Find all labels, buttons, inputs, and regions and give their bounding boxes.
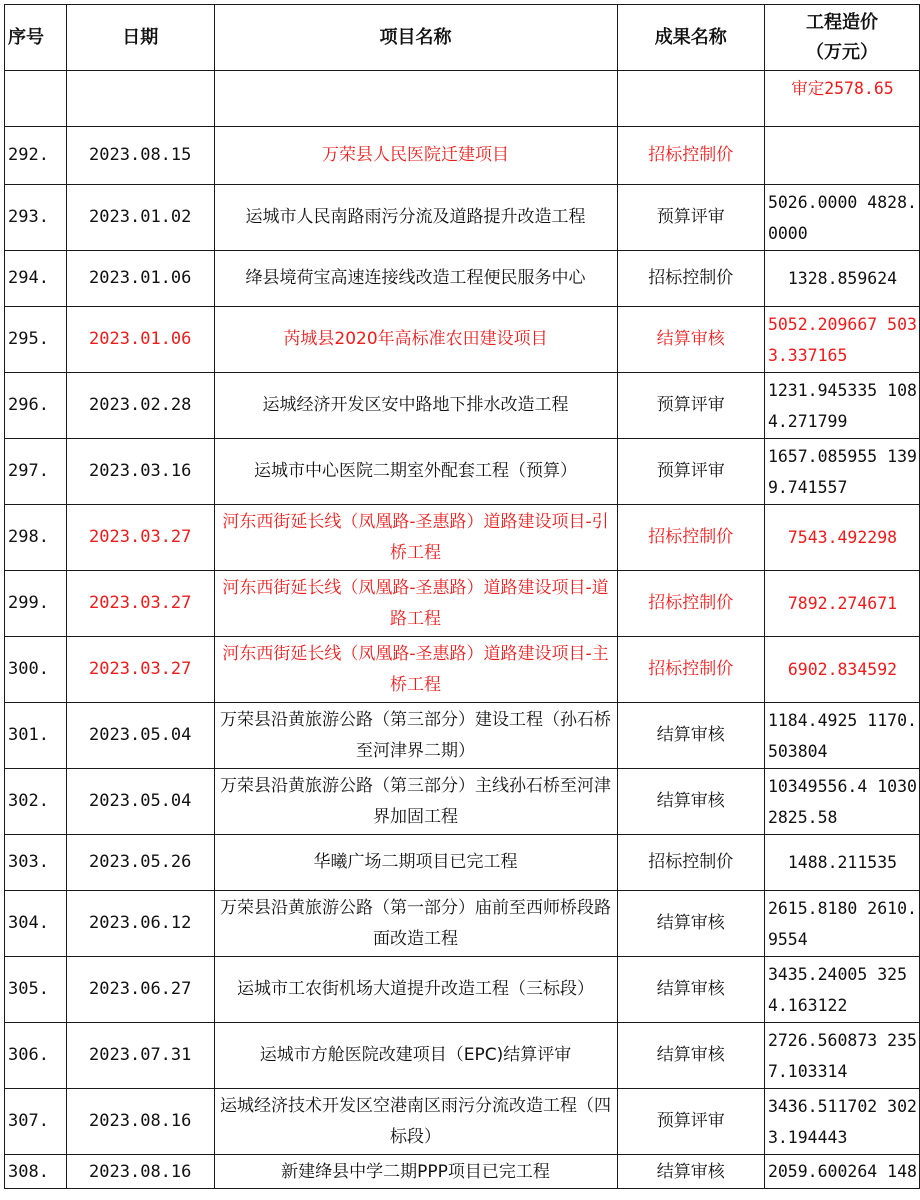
cell-seq: 305. bbox=[5, 957, 67, 1023]
cell-date: 2023.07.31 bbox=[66, 1023, 214, 1089]
cell-cost: 2059.600264 148 bbox=[764, 1155, 919, 1189]
cell-cost bbox=[764, 127, 919, 185]
cell-cost: 5052.209667 5033.337165 bbox=[764, 307, 919, 373]
cell-cost: 3436.511702 3023.194443 bbox=[764, 1089, 919, 1155]
cell-project-name: 绛县境荷宝高速连接线改造工程便民服务中心 bbox=[214, 251, 617, 307]
cell-seq: 304. bbox=[5, 891, 67, 957]
cell-result: 结算审核 bbox=[617, 307, 764, 373]
table-row bbox=[5, 1089, 920, 1155]
table-row bbox=[5, 307, 920, 373]
carryover-date bbox=[66, 71, 214, 127]
carryover-result bbox=[617, 71, 764, 127]
header-result: 成果名称 bbox=[617, 5, 764, 71]
cell-project-name: 芮城县2020年高标准农田建设项目 bbox=[214, 307, 617, 373]
header-row bbox=[5, 5, 920, 71]
cell-seq: 307. bbox=[5, 1089, 67, 1155]
cell-result: 结算审核 bbox=[617, 957, 764, 1023]
cell-date: 2023.05.04 bbox=[66, 703, 214, 769]
cell-result: 结算审核 bbox=[617, 1023, 764, 1089]
cell-result: 招标控制价 bbox=[617, 505, 764, 571]
cell-result: 结算审核 bbox=[617, 703, 764, 769]
header-name: 项目名称 bbox=[214, 5, 617, 71]
carryover-seq bbox=[5, 71, 67, 127]
cell-seq: 300. bbox=[5, 637, 67, 703]
cell-seq: 303. bbox=[5, 835, 67, 891]
cell-result: 预算评审 bbox=[617, 185, 764, 251]
table-row bbox=[5, 251, 920, 307]
cell-cost: 1328.859624 bbox=[764, 251, 919, 307]
cell-seq: 299. bbox=[5, 571, 67, 637]
cell-project-name: 万荣县人民医院迁建项目 bbox=[214, 127, 617, 185]
cell-project-name: 运城市工农街机场大道提升改造工程（三标段） bbox=[214, 957, 617, 1023]
cell-result: 招标控制价 bbox=[617, 835, 764, 891]
cell-cost: 1184.4925 1170.503804 bbox=[764, 703, 919, 769]
cell-project-name: 华曦广场二期项目已完工程 bbox=[214, 835, 617, 891]
cell-cost: 2726.560873 2357.103314 bbox=[764, 1023, 919, 1089]
cell-result: 结算审核 bbox=[617, 891, 764, 957]
cell-seq: 308. bbox=[5, 1155, 67, 1189]
cell-date: 2023.06.27 bbox=[66, 957, 214, 1023]
cell-project-name: 河东西街延长线（凤凰路-圣惠路）道路建设项目-引桥工程 bbox=[214, 505, 617, 571]
cell-project-name: 运城市人民南路雨污分流及道路提升改造工程 bbox=[214, 185, 617, 251]
cell-date: 2023.05.04 bbox=[66, 769, 214, 835]
cell-result: 结算审核 bbox=[617, 1155, 764, 1189]
cell-seq: 298. bbox=[5, 505, 67, 571]
carryover-row bbox=[5, 71, 920, 127]
cell-date: 2023.03.27 bbox=[66, 505, 214, 571]
cell-seq: 296. bbox=[5, 373, 67, 439]
cell-date: 2023.02.28 bbox=[66, 373, 214, 439]
table-row bbox=[5, 835, 920, 891]
cell-date: 2023.01.06 bbox=[66, 251, 214, 307]
cell-result: 预算评审 bbox=[617, 439, 764, 505]
cell-result: 招标控制价 bbox=[617, 251, 764, 307]
cell-seq: 301. bbox=[5, 703, 67, 769]
cell-project-name: 运城经济技术开发区空港南区雨污分流改造工程（四标段） bbox=[214, 1089, 617, 1155]
header-seq: 序号 bbox=[5, 5, 67, 71]
cell-project-name: 万荣县沿黄旅游公路（第三部分）主线孙石桥至河津界加固工程 bbox=[214, 769, 617, 835]
cell-date: 2023.01.02 bbox=[66, 185, 214, 251]
cell-seq: 306. bbox=[5, 1023, 67, 1089]
cell-cost: 2615.8180 2610.9554 bbox=[764, 891, 919, 957]
project-table bbox=[4, 4, 920, 1189]
header-cost-line2: （万元） bbox=[805, 41, 878, 63]
cell-project-name: 运城经济开发区安中路地下排水改造工程 bbox=[214, 373, 617, 439]
cell-seq: 295. bbox=[5, 307, 67, 373]
cell-cost: 7543.492298 bbox=[764, 505, 919, 571]
header-date: 日期 bbox=[66, 5, 214, 71]
table-row bbox=[5, 439, 920, 505]
cell-cost: 1657.085955 1399.741557 bbox=[764, 439, 919, 505]
cell-result: 招标控制价 bbox=[617, 571, 764, 637]
cell-date: 2023.01.06 bbox=[66, 307, 214, 373]
cell-cost: 6902.834592 bbox=[764, 637, 919, 703]
cell-date: 2023.03.27 bbox=[66, 571, 214, 637]
cell-seq: 293. bbox=[5, 185, 67, 251]
table-row bbox=[5, 637, 920, 703]
table-row bbox=[5, 1155, 920, 1189]
header-cost bbox=[764, 5, 919, 71]
cell-cost: 1488.211535 bbox=[764, 835, 919, 891]
cell-project-name: 河东西街延长线（凤凰路-圣惠路）道路建设项目-道路工程 bbox=[214, 571, 617, 637]
table-row bbox=[5, 505, 920, 571]
cell-cost: 5026.0000 4828.0000 bbox=[764, 185, 919, 251]
cell-project-name: 运城市方舱医院改建项目（EPC)结算评审 bbox=[214, 1023, 617, 1089]
table-row bbox=[5, 703, 920, 769]
cell-seq: 302. bbox=[5, 769, 67, 835]
table-row bbox=[5, 373, 920, 439]
cell-result: 招标控制价 bbox=[617, 637, 764, 703]
table-row bbox=[5, 571, 920, 637]
cell-seq: 292. bbox=[5, 127, 67, 185]
cell-result: 预算评审 bbox=[617, 373, 764, 439]
cell-seq: 294. bbox=[5, 251, 67, 307]
table-row bbox=[5, 127, 920, 185]
cell-date: 2023.08.15 bbox=[66, 127, 214, 185]
cell-project-name: 万荣县沿黄旅游公路（第三部分）建设工程（孙石桥至河津界二期） bbox=[214, 703, 617, 769]
cell-project-name: 万荣县沿黄旅游公路（第一部分）庙前至西师桥段路面改造工程 bbox=[214, 891, 617, 957]
cell-project-name: 河东西街延长线（凤凰路-圣惠路）道路建设项目-主桥工程 bbox=[214, 637, 617, 703]
cell-seq: 297. bbox=[5, 439, 67, 505]
table-row bbox=[5, 1023, 920, 1089]
table-row bbox=[5, 769, 920, 835]
cell-date: 2023.03.27 bbox=[66, 637, 214, 703]
cell-date: 2023.05.26 bbox=[66, 835, 214, 891]
header-cost-line1: 工程造价 bbox=[805, 11, 878, 33]
table-row bbox=[5, 185, 920, 251]
cell-date: 2023.08.16 bbox=[66, 1155, 214, 1189]
cell-date: 2023.06.12 bbox=[66, 891, 214, 957]
cell-project-name: 运城市中心医院二期室外配套工程（预算） bbox=[214, 439, 617, 505]
cell-cost: 3435.24005 3254.163122 bbox=[764, 957, 919, 1023]
cell-date: 2023.03.16 bbox=[66, 439, 214, 505]
table-row bbox=[5, 891, 920, 957]
cell-result: 招标控制价 bbox=[617, 127, 764, 185]
cell-date: 2023.08.16 bbox=[66, 1089, 214, 1155]
cell-project-name: 新建绛县中学二期PPP项目已完工程 bbox=[214, 1155, 617, 1189]
cell-cost: 1231.945335 1084.271799 bbox=[764, 373, 919, 439]
carryover-name bbox=[214, 71, 617, 127]
carryover-cost: 审定2578.65 bbox=[764, 71, 919, 127]
table-row bbox=[5, 957, 920, 1023]
cell-cost: 7892.274671 bbox=[764, 571, 919, 637]
cell-result: 预算评审 bbox=[617, 1089, 764, 1155]
cell-cost: 10349556.4 10302825.58 bbox=[764, 769, 919, 835]
cell-result: 结算审核 bbox=[617, 769, 764, 835]
